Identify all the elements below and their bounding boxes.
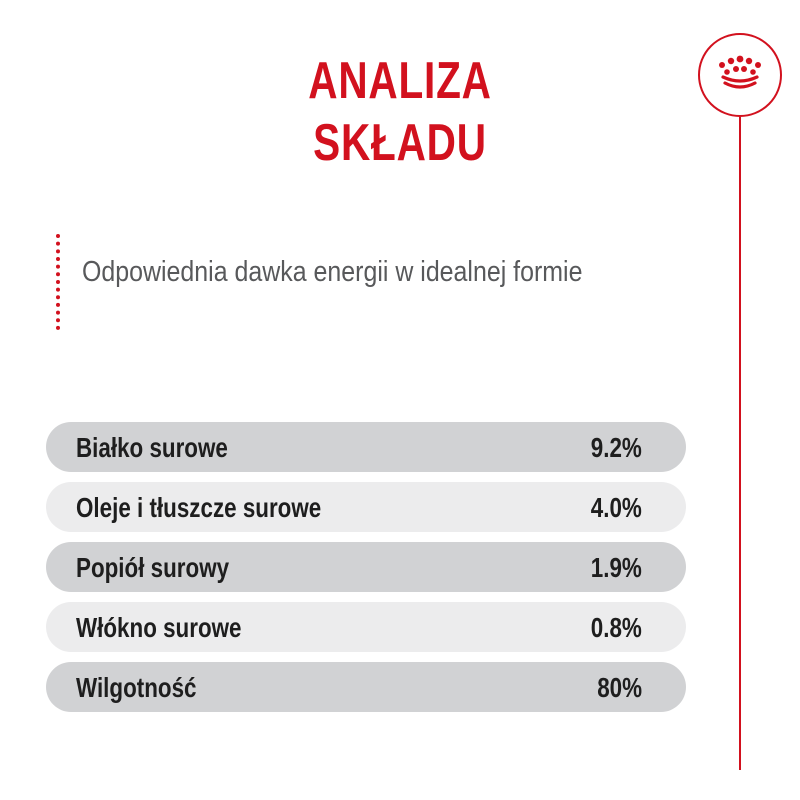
title-line-1: ANALIZA [308, 52, 492, 110]
nutrient-value: 9.2% [590, 432, 642, 463]
title-line-2: SKŁADU [313, 114, 487, 172]
brand-logo [698, 33, 782, 117]
crown-icon [714, 53, 766, 97]
nutrient-label: Popiół surowy [76, 552, 230, 583]
nutrient-value: 4.0% [590, 492, 642, 523]
nutrient-value: 0.8% [590, 612, 642, 643]
nutrient-row [46, 542, 686, 592]
page-title [283, 50, 517, 174]
nutrient-row [46, 422, 686, 472]
nutrient-value: 80% [597, 672, 642, 703]
nutrient-row [46, 602, 686, 652]
dotted-accent-line [56, 234, 60, 330]
nutrient-table [46, 422, 686, 722]
nutrient-label: Białko surowe [76, 432, 228, 463]
nutrient-value: 1.9% [590, 552, 642, 583]
nutrient-label: Włókno surowe [76, 612, 242, 643]
subtitle: Odpowiednia dawka energii w idealnej formie [82, 256, 583, 288]
nutrient-row [46, 482, 686, 532]
vertical-divider [739, 117, 741, 770]
nutrient-row [46, 662, 686, 712]
nutrient-label: Wilgotność [76, 672, 197, 703]
nutrient-label: Oleje i tłuszcze surowe [76, 492, 322, 523]
